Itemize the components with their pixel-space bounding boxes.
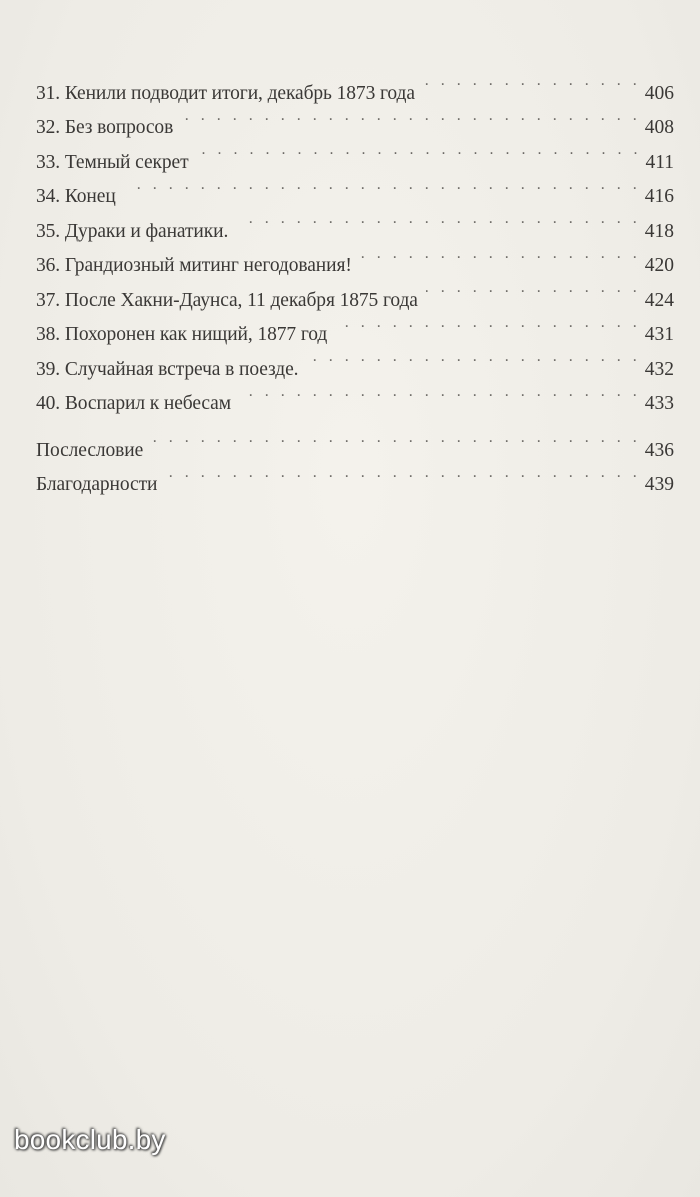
dot-leader: [335, 306, 641, 341]
dot-leader: [197, 133, 642, 168]
dot-leader: [165, 456, 640, 491]
toc-entry-title: 36. Грандиозный митинг негодования!: [36, 255, 352, 276]
toc-entry-title: 38. Похоронен как нищий, 1877 год: [36, 324, 328, 345]
toc-entry-title: 34. Конец: [36, 186, 116, 207]
toc-entry: [36, 64, 674, 104]
toc-entry-page: 433: [644, 393, 674, 414]
toc-entry-page: 408: [644, 117, 674, 138]
toc-entry-page: 418: [644, 220, 674, 242]
toc-entry-page: 406: [644, 82, 674, 104]
toc-entry-page: 424: [644, 289, 674, 311]
toc-entry-title: 37. После Хакни-Даунса, 11 декабря 1875 года: [36, 289, 418, 311]
toc-entry-page: 436: [644, 439, 674, 461]
dot-leader: [151, 421, 641, 456]
toc-entry: [36, 168, 674, 207]
dot-leader: [360, 237, 641, 272]
dot-leader: [423, 64, 641, 99]
dot-leader: [181, 99, 641, 134]
dot-leader: [306, 340, 640, 375]
toc-entry-title: 33. Темный секрет: [36, 151, 189, 173]
table-of-contents: [36, 64, 674, 495]
toc-entry-title: 39. Случайная встреча в поезде.: [36, 358, 299, 380]
toc-entry-title: 32. Без вопросов: [36, 117, 174, 138]
toc-entry-title: Благодарности: [36, 474, 158, 495]
toc-entry-page: 411: [645, 151, 674, 173]
toc-entry-title: Послесловие: [36, 439, 144, 461]
site-watermark: bookclub.by: [14, 1124, 166, 1155]
dot-leader: [239, 375, 641, 410]
toc-entry-title: 35. Дураки и фанатики.: [36, 220, 229, 242]
toc-entry-page: 416: [644, 186, 674, 207]
toc-entry-page: 420: [644, 255, 674, 276]
toc-entry-afterword: [36, 421, 674, 461]
toc-entry-page: 439: [644, 474, 674, 495]
toc-entry-title: 40. Воспарил к небесам: [36, 393, 231, 414]
toc-entry-title: 31. Кенили подводит итоги, декабрь 1873 года: [36, 82, 415, 104]
toc-entry-page: 431: [644, 324, 674, 345]
toc-entry-page: 432: [644, 358, 674, 380]
toc-entry: [36, 202, 674, 242]
dot-leader: [236, 202, 641, 237]
dot-leader: [124, 168, 641, 203]
dot-leader: [426, 271, 641, 306]
